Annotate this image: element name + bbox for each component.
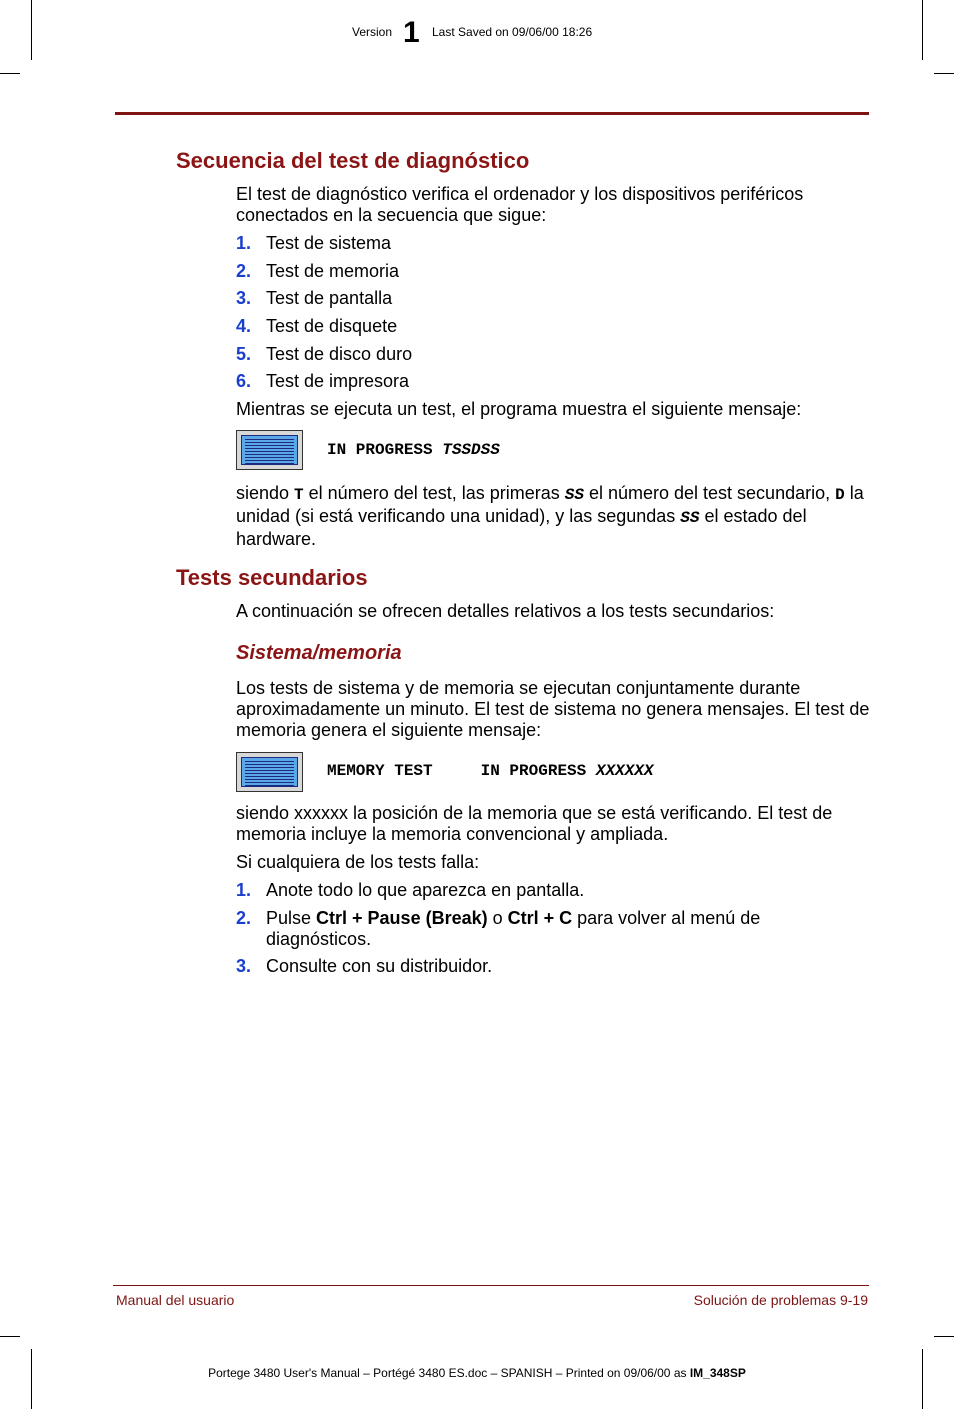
section2-explain: siendo xxxxxx la posición de la memoria que se está verificando. El test de memoria incluye la memoria convencional y ampliada. bbox=[236, 803, 833, 844]
text: para volver al menú de diagnósticos. bbox=[266, 908, 761, 949]
page-header bbox=[0, 16, 954, 49]
list-text: Test de impresora bbox=[266, 371, 410, 391]
list-number: 6. bbox=[236, 371, 252, 391]
message-text: IN PROGRESS bbox=[327, 441, 443, 459]
list-text: Test de pantalla bbox=[266, 288, 393, 308]
list-number: 2. bbox=[236, 261, 252, 281]
message-code: XXXXXX bbox=[595, 762, 654, 780]
screen-icon bbox=[236, 752, 303, 792]
list-text: Anote todo lo que aparezca en pantalla. bbox=[266, 880, 585, 900]
text: o bbox=[487, 908, 508, 928]
text: la unidad (si está verificando una unidad), y las segundas bbox=[236, 483, 864, 526]
message-text: MEMORY TEST IN PROGRESS bbox=[327, 762, 596, 780]
code-t: T bbox=[294, 486, 304, 504]
section2-intro: A continuación se ofrecen detalles relativos a los tests secundarios: bbox=[236, 601, 775, 621]
key-combo: Ctrl + Pause (Break) bbox=[316, 908, 488, 928]
list-number: 4. bbox=[236, 316, 252, 336]
section1-explain bbox=[236, 483, 876, 550]
list-text: Test de memoria bbox=[266, 261, 400, 281]
code-ss: SS bbox=[564, 486, 584, 504]
text: Pulse bbox=[266, 908, 317, 928]
message-memory-test bbox=[327, 762, 653, 780]
print-text: Portege 3480 User's Manual – Portégé 3480 ES.doc – SPANISH – Printed on 09/06/00 as bbox=[208, 1366, 690, 1380]
list-text: Consulte con su distribuidor. bbox=[266, 956, 493, 976]
screen-icon bbox=[236, 430, 303, 470]
list-number: 5. bbox=[236, 344, 252, 364]
list-text: Test de disquete bbox=[266, 316, 398, 336]
list-number: 1. bbox=[236, 880, 252, 900]
text: siendo bbox=[236, 483, 295, 503]
message-code: TSSDSS bbox=[442, 441, 500, 459]
section1-intro: El test de diagnóstico verifica el ordenador y los dispositivos periféricos conectados en la secuencia que sigue: bbox=[236, 184, 804, 225]
subsection-title: Sistema/memoria bbox=[236, 642, 402, 664]
section2-desc: Los tests de sistema y de memoria se ejecutan conjuntamente durante aproximadamente un minuto. El test de sistema no genera mensajes. El test de memoria genera el siguiente mensaje: bbox=[236, 678, 870, 740]
list-number: 2. bbox=[236, 908, 252, 928]
crop-mark bbox=[934, 1336, 954, 1337]
top-rule bbox=[115, 112, 869, 115]
section-title-tests-secundarios: Tests secundarios bbox=[176, 565, 368, 590]
list-number: 3. bbox=[236, 288, 252, 308]
fail-intro: Si cualquiera de los tests falla: bbox=[236, 852, 480, 872]
crop-mark bbox=[0, 73, 20, 74]
running-text: Mientras se ejecuta un test, el programa muestra el siguiente mensaje: bbox=[236, 399, 802, 419]
crop-mark bbox=[0, 1336, 20, 1337]
list-text: Test de sistema bbox=[266, 233, 392, 253]
list-text bbox=[266, 908, 866, 950]
print-info bbox=[0, 1366, 954, 1380]
footer-right: Solución de problemas 9-19 bbox=[693, 1292, 868, 1308]
list-text: Test de disco duro bbox=[266, 344, 413, 364]
footer-left: Manual del usuario bbox=[116, 1292, 235, 1308]
code-d: D bbox=[835, 486, 845, 504]
section-title-secuencia: Secuencia del test de diagnóstico bbox=[176, 148, 530, 173]
text: el número del test secundario, bbox=[583, 483, 836, 503]
message-in-progress bbox=[327, 441, 500, 459]
version-number: 1 bbox=[403, 16, 420, 49]
text: el estado del hardware. bbox=[236, 506, 807, 549]
print-code: IM_348SP bbox=[689, 1366, 746, 1380]
crop-mark bbox=[934, 73, 954, 74]
list-number: 3. bbox=[236, 956, 252, 976]
last-saved: Last Saved on 09/06/00 18:26 bbox=[432, 25, 593, 39]
version-label: Version bbox=[352, 25, 393, 39]
code-ss: SS bbox=[680, 509, 700, 527]
key-combo: Ctrl + C bbox=[507, 908, 573, 928]
list-number: 1. bbox=[236, 233, 252, 253]
text: el número del test, las primeras bbox=[303, 483, 565, 503]
footer-rule bbox=[113, 1285, 869, 1286]
